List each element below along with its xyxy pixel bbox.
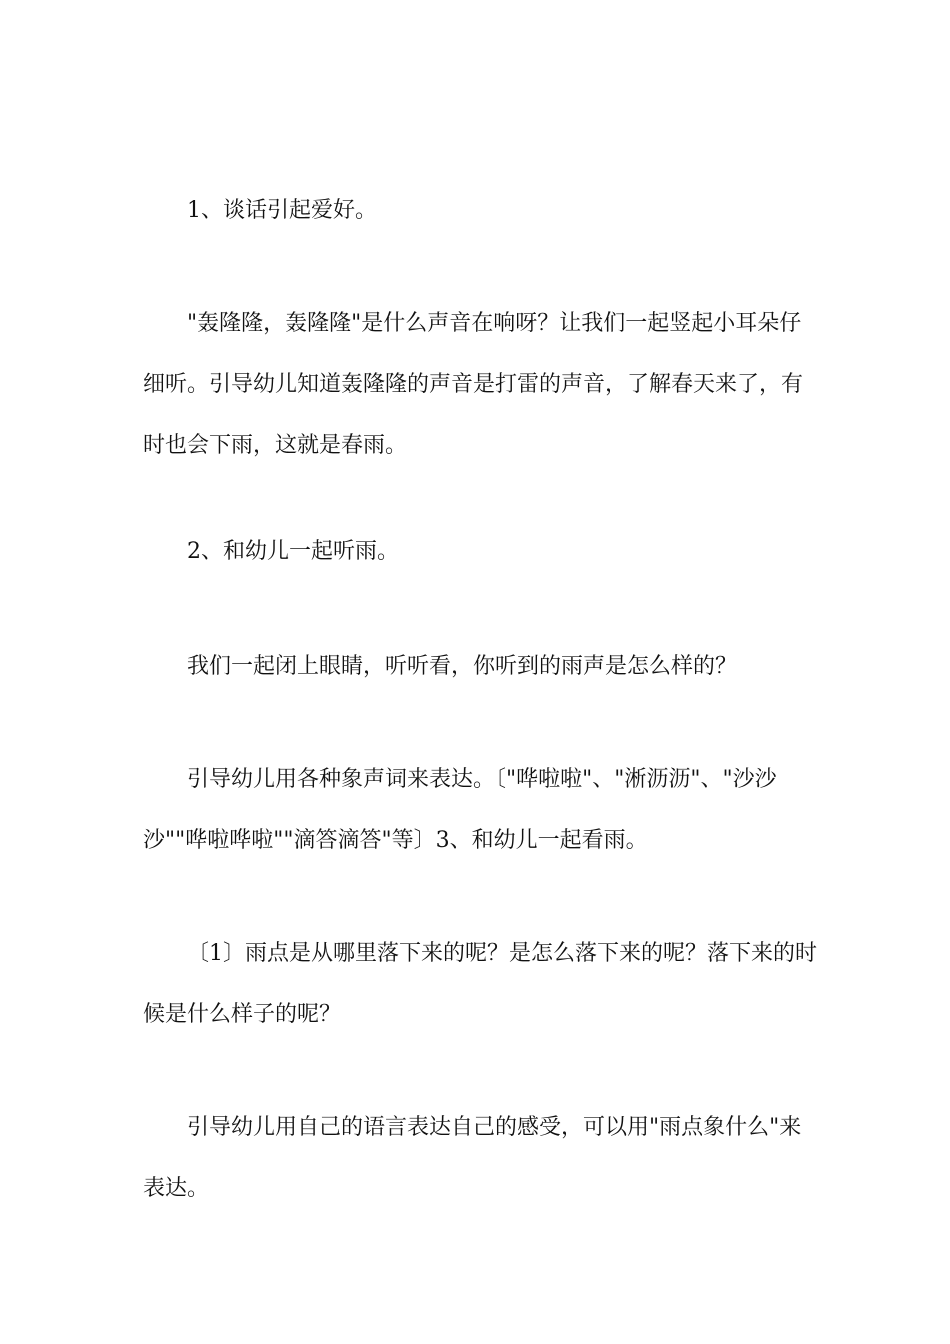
paragraph-thunder: "轰隆隆，轰隆隆"是什么声音在响呀？让我们一起竖起小耳朵仔细听。引导幼儿知道轰隆隆的声音是打雷的声音，了解春天来了，有时也会下雨，这就是春雨。	[143, 311, 804, 458]
paragraph-onomatopoeia: 引导幼儿用各种象声词来表达。〔"哗啦啦"、"淅沥沥"、"沙沙沙""哗啦哗啦""滴答滴答"等〕3、和幼儿一起看雨。	[143, 767, 777, 853]
paragraph-heading-1: 1、谈话引起爱好。	[187, 198, 377, 223]
paragraph-raindrop-question: 〔1〕雨点是从哪里落下来的呢？是怎么落下来的呢？落下来的时候是什么样子的呢？	[143, 941, 817, 1027]
paragraph-heading-2: 2、和幼儿一起听雨。	[187, 539, 399, 564]
paragraph-listen-question: 我们一起闭上眼睛，听听看，你听到的雨声是怎么样的？	[187, 654, 738, 679]
paragraph-express-feelings: 引导幼儿用自己的语言表达自己的感受，可以用"雨点象什么"来表达。	[143, 1115, 802, 1201]
